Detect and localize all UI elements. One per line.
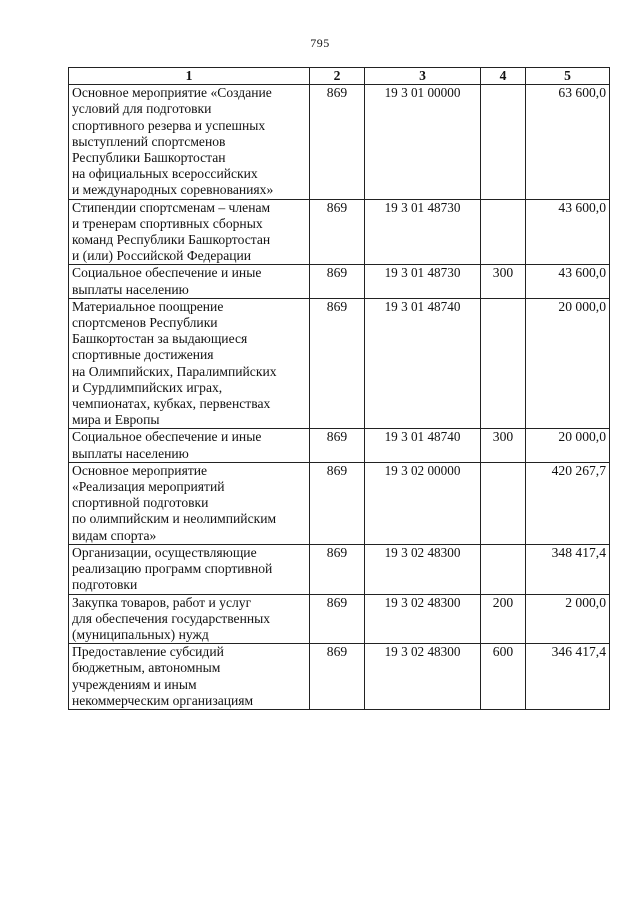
- row-name: Предоставление субсидий бюджетным, автономным учреждениям и иным некоммерческим организациям: [69, 644, 310, 710]
- column-header-csr: 3: [365, 68, 481, 85]
- table-row: [69, 85, 610, 199]
- row-target-article: 19 3 02 00000: [365, 462, 481, 544]
- row-ministry-code: 869: [310, 429, 365, 462]
- table-row: [69, 644, 610, 710]
- row-ministry-code: 869: [310, 462, 365, 544]
- column-header-amount: 5: [526, 68, 610, 85]
- row-expense-type: 300: [481, 265, 526, 298]
- table-header-row: [69, 68, 610, 85]
- table-row: [69, 594, 610, 644]
- row-amount: 346 417,4: [526, 644, 610, 710]
- row-amount: 63 600,0: [526, 85, 610, 199]
- table-row: [69, 462, 610, 544]
- row-amount: 20 000,0: [526, 429, 610, 462]
- page-number: 795: [310, 36, 330, 50]
- budget-table: [68, 67, 610, 710]
- row-target-article: 19 3 02 48300: [365, 544, 481, 594]
- column-header-ministry: 2: [310, 68, 365, 85]
- row-target-article: 19 3 01 48730: [365, 265, 481, 298]
- row-amount: 43 600,0: [526, 265, 610, 298]
- row-ministry-code: 869: [310, 199, 365, 265]
- row-expense-type: [481, 199, 526, 265]
- row-ministry-code: 869: [310, 644, 365, 710]
- column-header-name: 1: [69, 68, 310, 85]
- row-name: Основное мероприятие «Реализация мероприятий спортивной подготовки по олимпийским и неолимпийским видам спорта»: [69, 462, 310, 544]
- row-name: Организации, осуществляющие реализацию программ спортивной подготовки: [69, 544, 310, 594]
- row-ministry-code: 869: [310, 265, 365, 298]
- row-expense-type: [481, 462, 526, 544]
- column-header-vr: 4: [481, 68, 526, 85]
- table-row: [69, 429, 610, 462]
- row-ministry-code: 869: [310, 594, 365, 644]
- row-expense-type: 300: [481, 429, 526, 462]
- row-expense-type: 600: [481, 644, 526, 710]
- row-target-article: 19 3 01 48740: [365, 429, 481, 462]
- row-ministry-code: 869: [310, 298, 365, 429]
- table-row: [69, 199, 610, 265]
- row-name: Материальное поощрение спортсменов Республики Башкортостан за выдающиеся спортивные достижения на Олимпийских, Паралимпийских и Сурдлимпийских играх, чемпионатах, кубках, первенствах мира и Европы: [69, 298, 310, 429]
- row-expense-type: [481, 544, 526, 594]
- row-target-article: 19 3 01 48730: [365, 199, 481, 265]
- row-amount: 43 600,0: [526, 199, 610, 265]
- row-amount: 20 000,0: [526, 298, 610, 429]
- row-name: Закупка товаров, работ и услуг для обеспечения государственных (муниципальных) нужд: [69, 594, 310, 644]
- row-ministry-code: 869: [310, 85, 365, 199]
- row-name: Стипендии спортсменам – членам и тренерам спортивных сборных команд Республики Башкортостан и (или) Российской Федерации: [69, 199, 310, 265]
- row-ministry-code: 869: [310, 544, 365, 594]
- row-expense-type: [481, 298, 526, 429]
- table-row: [69, 265, 610, 298]
- row-target-article: 19 3 02 48300: [365, 644, 481, 710]
- row-target-article: 19 3 01 00000: [365, 85, 481, 199]
- table-row: [69, 298, 610, 429]
- row-amount: 420 267,7: [526, 462, 610, 544]
- row-amount: 2 000,0: [526, 594, 610, 644]
- row-amount: 348 417,4: [526, 544, 610, 594]
- row-target-article: 19 3 01 48740: [365, 298, 481, 429]
- row-target-article: 19 3 02 48300: [365, 594, 481, 644]
- row-expense-type: [481, 85, 526, 199]
- row-expense-type: 200: [481, 594, 526, 644]
- row-name: Социальное обеспечение и иные выплаты населению: [69, 429, 310, 462]
- row-name: Основное мероприятие «Создание условий для подготовки спортивного резерва и успешных выступлений спортсменов Республики Башкортостан на официальных всероссийских и международных соревнованиях»: [69, 85, 310, 199]
- row-name: Социальное обеспечение и иные выплаты населению: [69, 265, 310, 298]
- table-row: [69, 544, 610, 594]
